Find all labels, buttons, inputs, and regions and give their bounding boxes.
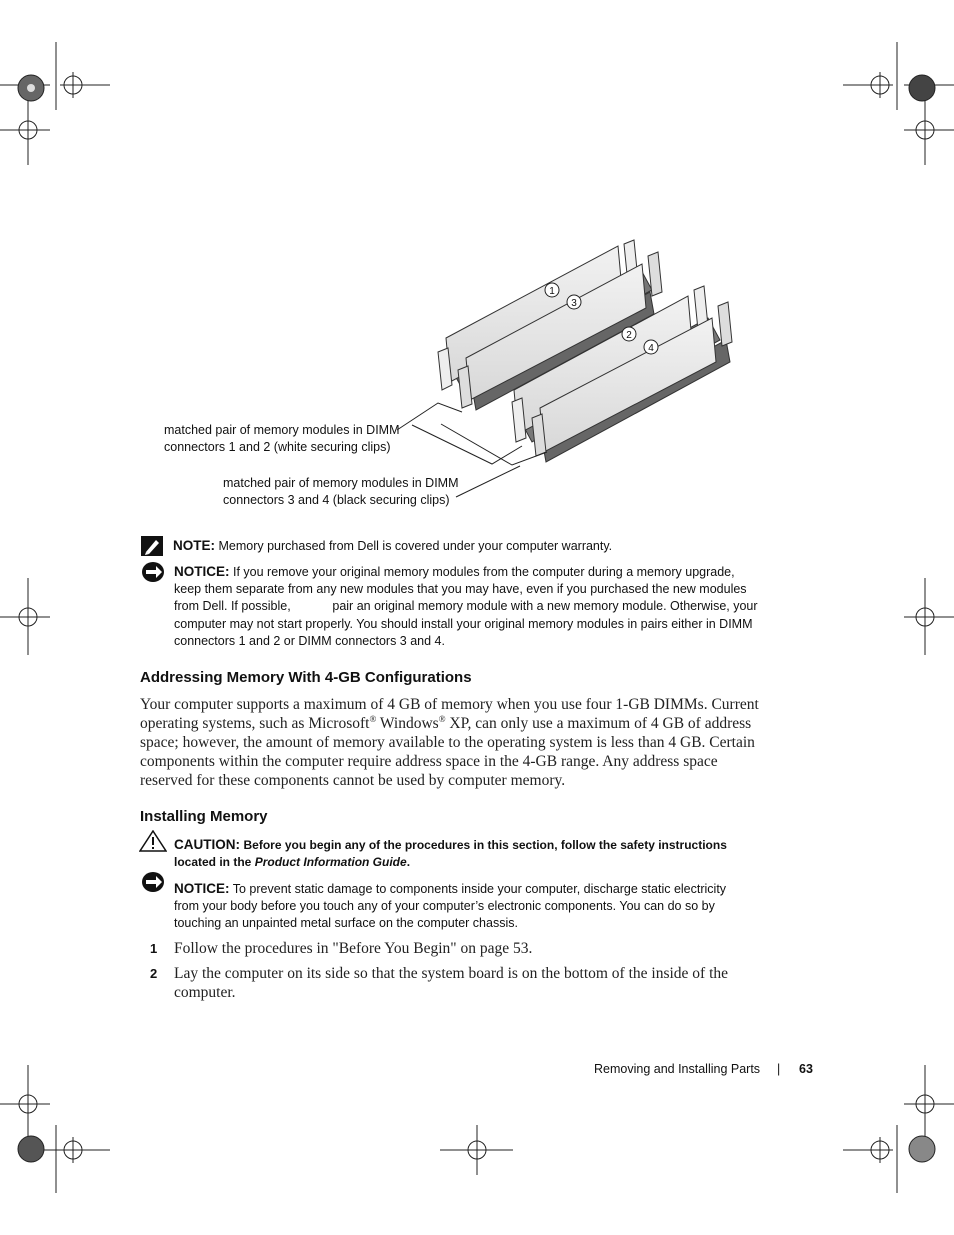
callout-1: 1 xyxy=(549,286,555,297)
caution-triangle-icon xyxy=(139,830,167,852)
section-heading-installing-memory: Installing Memory xyxy=(140,808,268,825)
figure-label-pair-1-2: matched pair of memory modules in DIMM connectors 1 and 2 (white securing clips) xyxy=(164,423,400,454)
callout-4: 4 xyxy=(648,343,654,354)
section-heading-addressing-memory: Addressing Memory With 4-GB Configurations xyxy=(140,669,472,686)
step-1: 1 Follow the procedures in "Before You Begin" on page 53. xyxy=(150,940,533,957)
caution-safety: CAUTION: Before you begin any of the procedures in this section, follow the safety instructions located in the Product Information Guide. xyxy=(174,837,727,870)
footer-section-title: Removing and Installing Parts xyxy=(594,1062,761,1076)
notice-memory-modules: NOTICE: If you remove your original memory modules from the computer during a memory upgrade, keep them separate from any new modules that you may have, even if you purchased the new modules from Dell. If possible, pair an original memory module with a new memory module. Otherwise, your computer may not start properly. You should install your original memory modules in pairs either in DIMM connectors 1 and 2 or DIMM connectors 3 and 4. xyxy=(174,564,758,648)
note-pencil-icon xyxy=(141,536,163,556)
callout-2: 2 xyxy=(626,330,632,341)
footer-separator: | xyxy=(777,1062,781,1076)
notice-icon xyxy=(141,871,165,893)
figure-label-pair-3-4: matched pair of memory modules in DIMM connectors 3 and 4 (black securing clips) xyxy=(223,476,459,507)
notice-icon xyxy=(141,561,165,583)
step-number: 1 xyxy=(150,941,158,956)
section-body-addressing-memory: Your computer supports a maximum of 4 GB of memory when you use four 1-GB DIMMs. Current operating systems, such as Microsoft® Windows® XP, can only use a maximum of 4 GB of address space; however, the amount of memory available to the operating system is less than 4 GB. Certain components within the computer require address space in the 4-GB range. Any address space reserved for these components cannot be used by computer memory. xyxy=(140,696,759,789)
step-2: 2 Lay the computer on its side so that the system board is on the bottom of the inside of the computer. xyxy=(150,965,729,1001)
step-number: 2 xyxy=(150,966,158,981)
memory-modules-illustration xyxy=(0,0,954,520)
callout-3: 3 xyxy=(571,298,577,309)
page-number: 63 xyxy=(799,1062,813,1076)
note-warranty: NOTE: Memory purchased from Dell is covered under your computer warranty. xyxy=(173,538,613,553)
notice-static-discharge: NOTICE: To prevent static damage to components inside your computer, discharge static electricity from your body before you touch any of your computer’s electronic components. You can do so by touching an unpainted metal surface on the computer chassis. xyxy=(174,881,727,931)
